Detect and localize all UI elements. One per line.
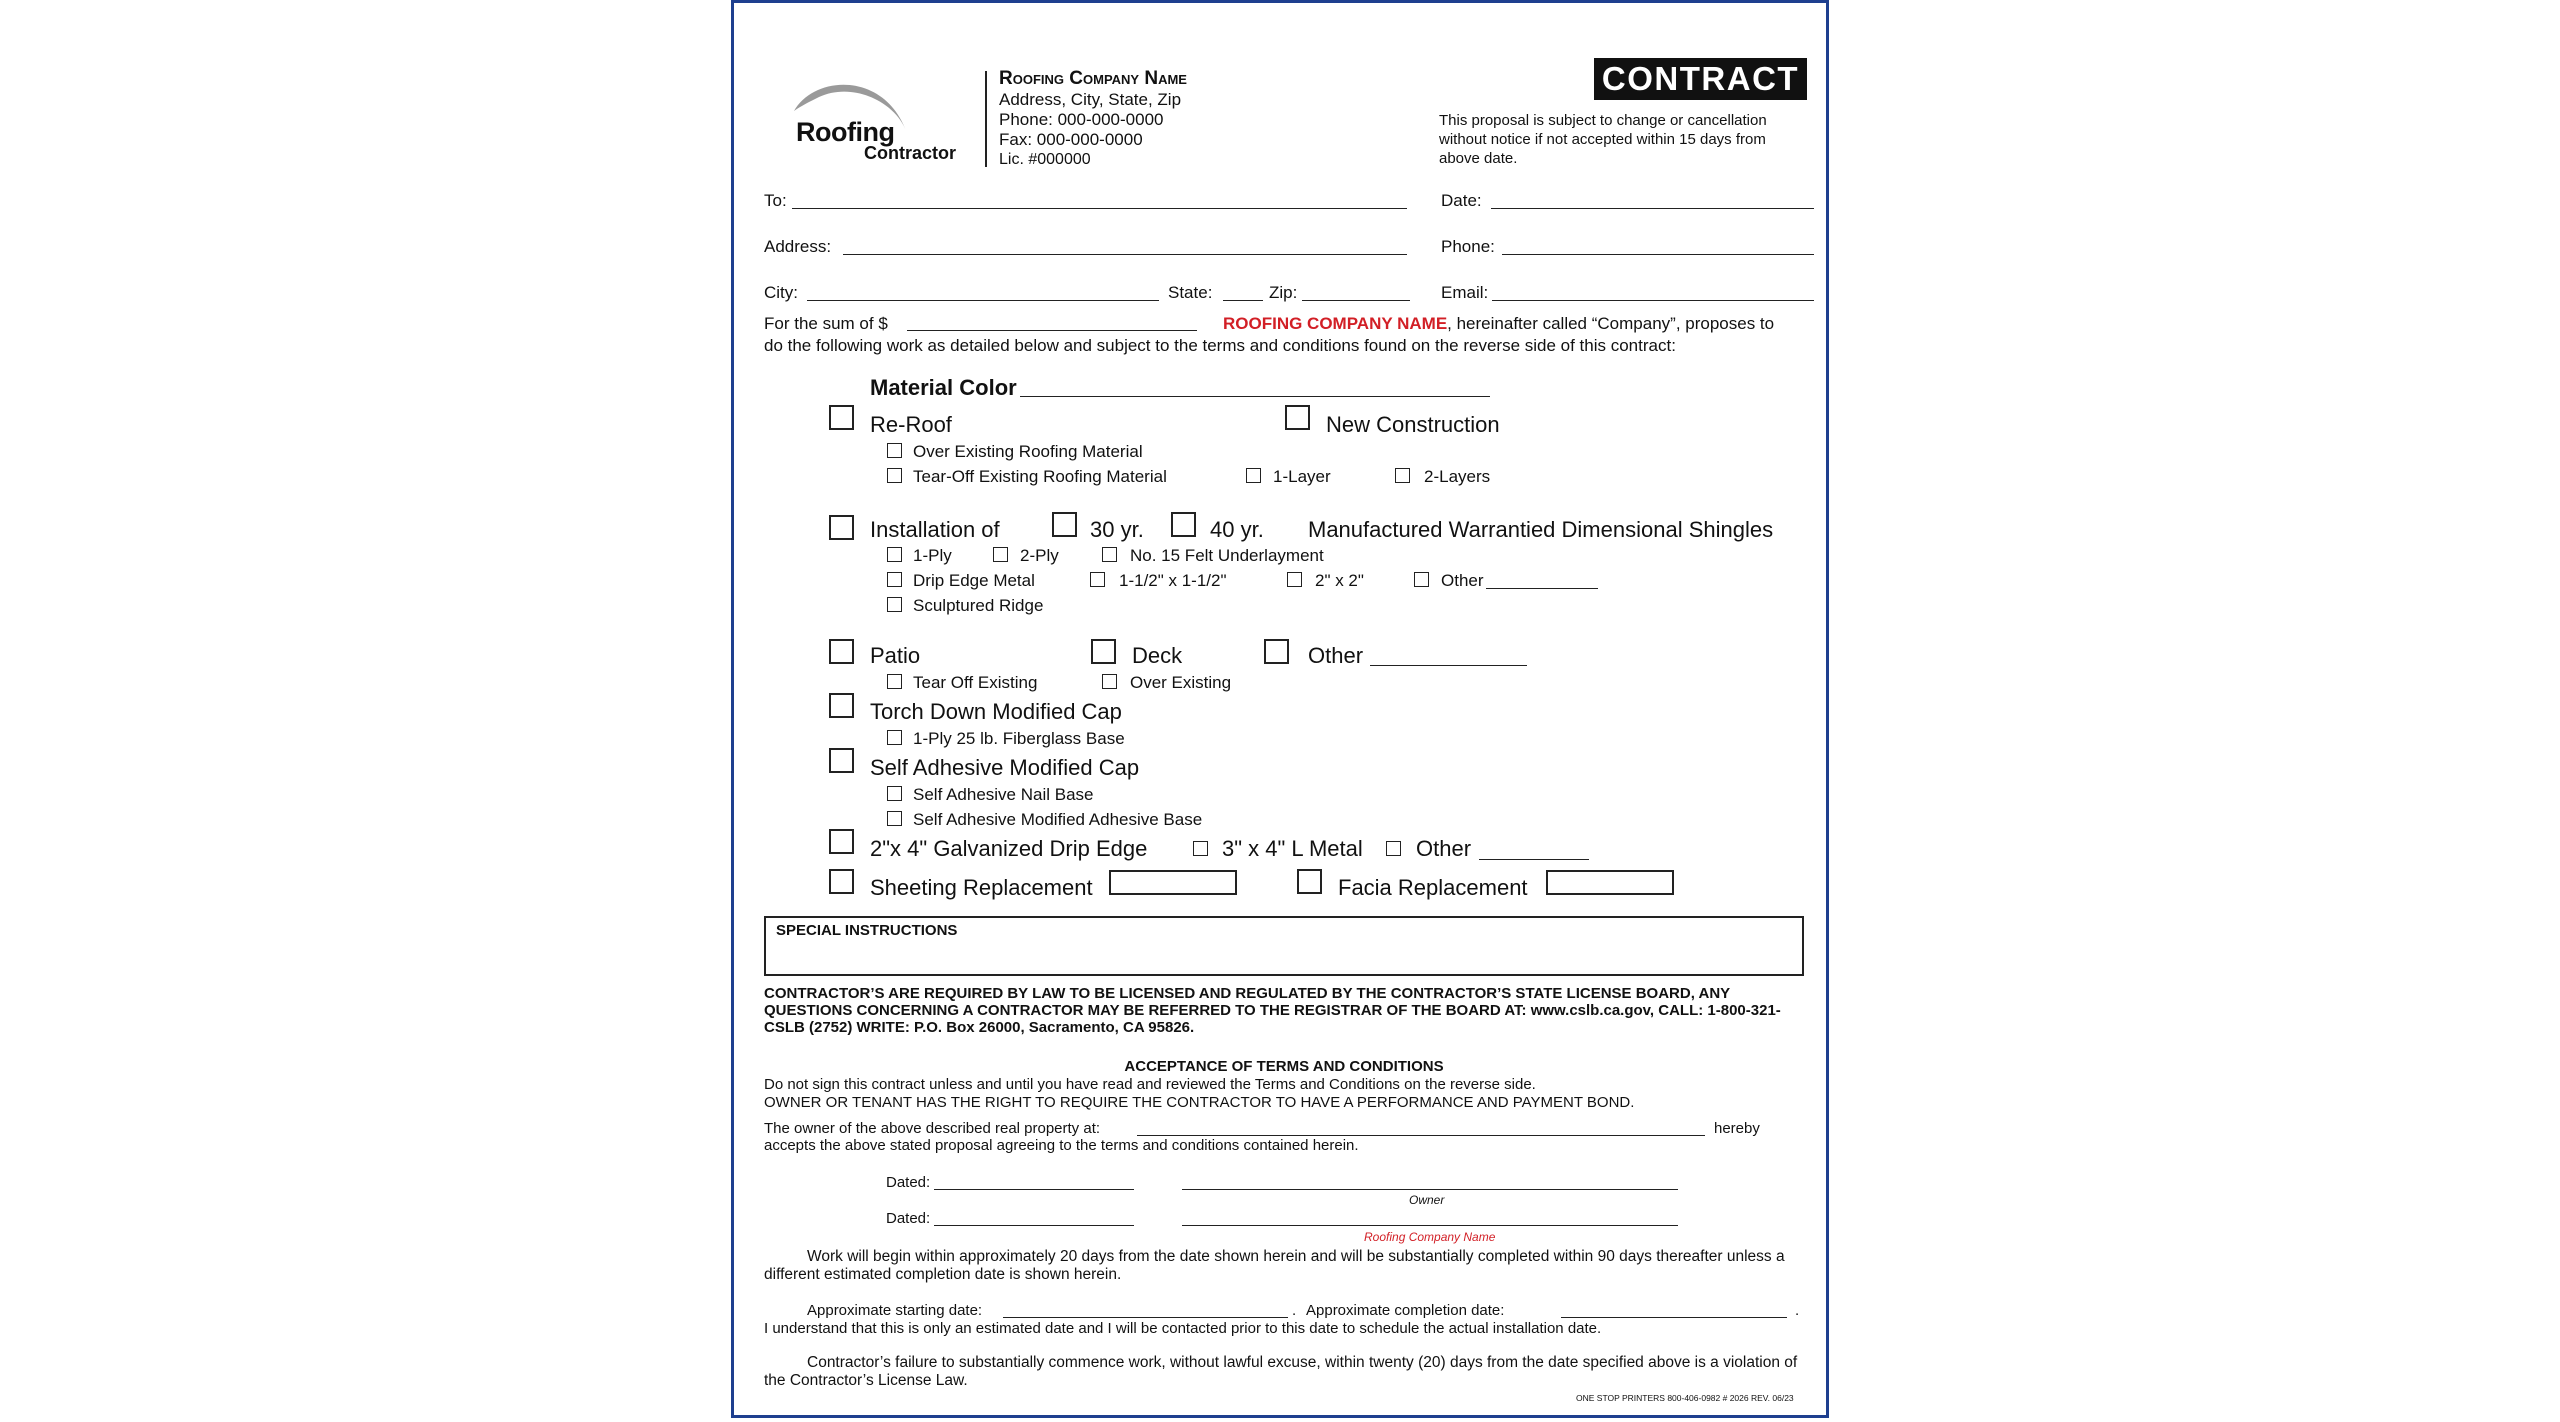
sum-field[interactable] — [907, 330, 1197, 331]
start-date-label: Approximate starting date: — [807, 1302, 983, 1319]
logo-text-roofing: Roofing — [796, 117, 895, 147]
sum-prefix: For the sum of $ — [764, 314, 888, 333]
phone-field[interactable] — [1502, 254, 1814, 255]
self-adhesive-base-label: Self Adhesive Modified Adhesive Base — [913, 810, 1203, 829]
installation-label: Installation of — [870, 517, 1000, 542]
acceptance-line1: Do not sign this contract unless and until you have read and reviewed the Terms and Conditions on the reverse side. — [764, 1076, 1536, 1093]
l-metal-checkbox[interactable] — [1193, 841, 1208, 856]
sum-company-line — [1223, 314, 1774, 334]
fiberglass-base-label: 1-Ply 25 lb. Fiberglass Base — [913, 729, 1125, 748]
two-layers-label: 2-Layers — [1424, 467, 1491, 486]
failure-note: Contractor’s failure to substantially commence work, without lawful excuse, within twenty (20) days from the date specified above is a violation of the Contractor’s License Law. — [764, 1354, 1798, 1389]
other-galv-label: Other — [1416, 836, 1472, 861]
owner-label: Owner — [1409, 1193, 1445, 1207]
drip-edge-metal-label: Drip Edge Metal — [913, 571, 1035, 590]
l-metal-label: 3" x 4" L Metal — [1222, 836, 1363, 861]
other-patio-field[interactable] — [1370, 665, 1527, 666]
start-date-period: . — [1292, 1302, 1297, 1319]
torch-down-label: Torch Down Modified Cap — [870, 699, 1122, 724]
facia-amount-box[interactable] — [1546, 870, 1674, 895]
tearoff-existing-roofing-label: Tear-Off Existing Roofing Material — [913, 467, 1167, 486]
dated-field-2[interactable] — [934, 1225, 1134, 1226]
logo-text-contractor: Contractor — [864, 143, 957, 163]
owner-suffix: hereby — [1714, 1120, 1760, 1137]
yr40-label: 40 yr. — [1210, 517, 1264, 542]
size-a-label: 1-1/2" x 1-1/2" — [1119, 571, 1227, 590]
date-field[interactable] — [1491, 208, 1814, 209]
reroof-checkbox[interactable] — [829, 405, 854, 430]
owner-property-field[interactable] — [1137, 1135, 1705, 1136]
self-adhesive-cap-checkbox[interactable] — [829, 748, 854, 773]
email-field[interactable] — [1492, 300, 1814, 301]
tearoff-existing-roofing-checkbox[interactable] — [887, 468, 902, 483]
two-ply-checkbox[interactable] — [993, 547, 1008, 562]
sheeting-amount-box[interactable] — [1109, 870, 1237, 895]
zip-field[interactable] — [1302, 300, 1410, 301]
logo-divider — [985, 71, 987, 167]
work-begin-note: Work will begin within approximately 20 days from the date shown herein and will be substantially completed within 90 days thereafter unless a different estimated completion date is shown herein. — [764, 1248, 1785, 1283]
galvanized-label: 2"x 4" Galvanized Drip Edge — [870, 836, 1148, 861]
state-field[interactable] — [1223, 300, 1263, 301]
email-label: Email: — [1441, 283, 1489, 302]
yr40-checkbox[interactable] — [1171, 512, 1196, 537]
start-date-field[interactable] — [1003, 1317, 1288, 1318]
company-name: Roofing Company Name — [999, 68, 1187, 89]
company-signature-label: Roofing Company Name — [1364, 1230, 1496, 1244]
over-existing-roofing-label: Over Existing Roofing Material — [913, 442, 1143, 461]
deck-label: Deck — [1132, 643, 1183, 668]
zip-label: Zip: — [1269, 283, 1298, 302]
dated-field-1[interactable] — [934, 1189, 1134, 1190]
yr30-checkbox[interactable] — [1052, 512, 1077, 537]
special-instructions-label: SPECIAL INSTRUCTIONS — [776, 922, 958, 939]
felt-label: No. 15 Felt Underlayment — [1130, 546, 1324, 565]
proposal-note: This proposal is subject to change or cancellation without notice if not accepted within 15 days from above date. — [1439, 112, 1767, 167]
other-install-field[interactable] — [1486, 588, 1598, 589]
size-a-checkbox[interactable] — [1090, 572, 1105, 587]
other-galv-checkbox[interactable] — [1386, 841, 1401, 856]
sum-suffix: , hereinafter called “Company”, proposes to — [1447, 314, 1775, 333]
size-b-label: 2" x 2" — [1315, 571, 1364, 590]
yr30-label: 30 yr. — [1090, 517, 1144, 542]
self-adhesive-cap-label: Self Adhesive Modified Cap — [870, 755, 1140, 780]
new-construction-checkbox[interactable] — [1285, 405, 1310, 430]
contract-title: CONTRACT — [1594, 58, 1807, 100]
other-patio-checkbox[interactable] — [1264, 639, 1289, 664]
material-color-field[interactable] — [1020, 396, 1490, 397]
license-notice: CONTRACTOR’S ARE REQUIRED BY LAW TO BE LICENSED AND REGULATED BY THE CONTRACTOR’S STATE LICENSE BOARD, ANY QUESTIONS CONCERNING A CONTRACTOR MAY BE REFERRED TO THE REGISTRAR OF THE BOARD AT: www.cslb.ca.gov, CALL: 1-800-321-CSLB (2752) WRITE: P.O. Box 26000, Sacramento, CA 95826. — [764, 985, 1781, 1036]
self-adhesive-nail-label: Self Adhesive Nail Base — [913, 785, 1094, 804]
company-signature-field[interactable] — [1182, 1225, 1678, 1226]
new-construction-label: New Construction — [1326, 412, 1500, 437]
date-label: Date: — [1441, 191, 1482, 210]
two-ply-label: 2-Ply — [1020, 546, 1059, 565]
completion-date-label: Approximate completion date: — [1306, 1302, 1505, 1319]
one-ply-label: 1-Ply — [913, 546, 952, 565]
owner-line2: accepts the above stated proposal agreeing to the terms and conditions contained herein. — [764, 1137, 1359, 1154]
estimate-note: I understand that this is only an estimated date and I will be contacted prior to this date to schedule the actual installation date. — [764, 1320, 1602, 1337]
contract-sheet — [731, 0, 1829, 1418]
address-label: Address: — [764, 237, 832, 256]
deck-checkbox[interactable] — [1091, 639, 1116, 664]
self-adhesive-nail-checkbox[interactable] — [887, 786, 902, 801]
sum-company: ROOFING COMPANY NAME — [1223, 314, 1448, 333]
two-layers-checkbox[interactable] — [1395, 468, 1410, 483]
printer-credit: ONE STOP PRINTERS 800-406-0982 # 2026 REV. 06/23 — [1576, 1393, 1794, 1403]
other-patio-label: Other — [1308, 643, 1364, 668]
to-field[interactable] — [792, 208, 1407, 209]
sheeting-label: Sheeting Replacement — [870, 875, 1093, 900]
owner-signature-field[interactable] — [1182, 1189, 1678, 1190]
reroof-label: Re-Roof — [870, 412, 952, 437]
other-install-checkbox[interactable] — [1414, 572, 1429, 587]
shingles-label: Manufactured Warrantied Dimensional Shingles — [1308, 517, 1774, 542]
phone-label: Phone: — [1441, 237, 1495, 256]
acceptance-title: ACCEPTANCE OF TERMS AND CONDITIONS — [1124, 1058, 1444, 1075]
owner-prefix: The owner of the above described real property at: — [764, 1120, 1101, 1137]
acceptance-line2: OWNER OR TENANT HAS THE RIGHT TO REQUIRE THE CONTRACTOR TO HAVE A PERFORMANCE AND PAYMENT BOND. — [764, 1094, 1635, 1111]
sheeting-checkbox[interactable] — [829, 869, 854, 894]
one-ply-checkbox[interactable] — [887, 547, 902, 562]
facia-label: Facia Replacement — [1338, 875, 1528, 900]
sum-line2: do the following work as detailed below and subject to the terms and conditions found on the reverse side of this contract: — [764, 336, 1676, 355]
other-install-label: Other — [1441, 571, 1484, 590]
torch-down-checkbox[interactable] — [829, 693, 854, 718]
to-label: To: — [764, 191, 787, 210]
tear-off-existing-label: Tear Off Existing — [913, 673, 1038, 692]
completion-date-field[interactable] — [1561, 1317, 1787, 1318]
address-field[interactable] — [843, 254, 1407, 255]
company-license: Lic. #000000 — [999, 151, 1091, 168]
city-field[interactable] — [807, 300, 1159, 301]
installation-checkbox[interactable] — [829, 515, 854, 540]
fiberglass-base-checkbox[interactable] — [887, 730, 902, 745]
drip-edge-metal-checkbox[interactable] — [887, 572, 902, 587]
company-address: Address, City, State, Zip — [999, 90, 1182, 109]
material-color-label: Material Color — [870, 375, 1017, 400]
state-label: State: — [1168, 283, 1213, 302]
one-layer-checkbox[interactable] — [1246, 468, 1261, 483]
sculptured-ridge-label: Sculptured Ridge — [913, 596, 1044, 615]
over-existing-roofing-checkbox[interactable] — [887, 443, 902, 458]
company-fax: Fax: 000-000-0000 — [999, 130, 1143, 149]
other-galv-field[interactable] — [1479, 859, 1589, 860]
size-b-checkbox[interactable] — [1287, 572, 1302, 587]
special-instructions-box[interactable] — [764, 916, 1804, 976]
sculptured-ridge-checkbox[interactable] — [887, 597, 902, 612]
company-phone: Phone: 000-000-0000 — [999, 110, 1164, 129]
completion-date-period: . — [1795, 1302, 1800, 1319]
patio-checkbox[interactable] — [829, 639, 854, 664]
galvanized-checkbox[interactable] — [829, 829, 854, 854]
patio-label: Patio — [870, 643, 921, 668]
self-adhesive-base-checkbox[interactable] — [887, 811, 902, 826]
dated-label-2: Dated: — [886, 1210, 931, 1227]
city-label: City: — [764, 283, 798, 302]
felt-checkbox[interactable] — [1102, 547, 1117, 562]
one-layer-label: 1-Layer — [1273, 467, 1331, 486]
tear-off-existing-checkbox[interactable] — [887, 674, 902, 689]
facia-checkbox[interactable] — [1297, 869, 1322, 894]
over-existing-checkbox[interactable] — [1102, 674, 1117, 689]
over-existing-label: Over Existing — [1130, 673, 1232, 692]
dated-label-1: Dated: — [886, 1174, 931, 1191]
